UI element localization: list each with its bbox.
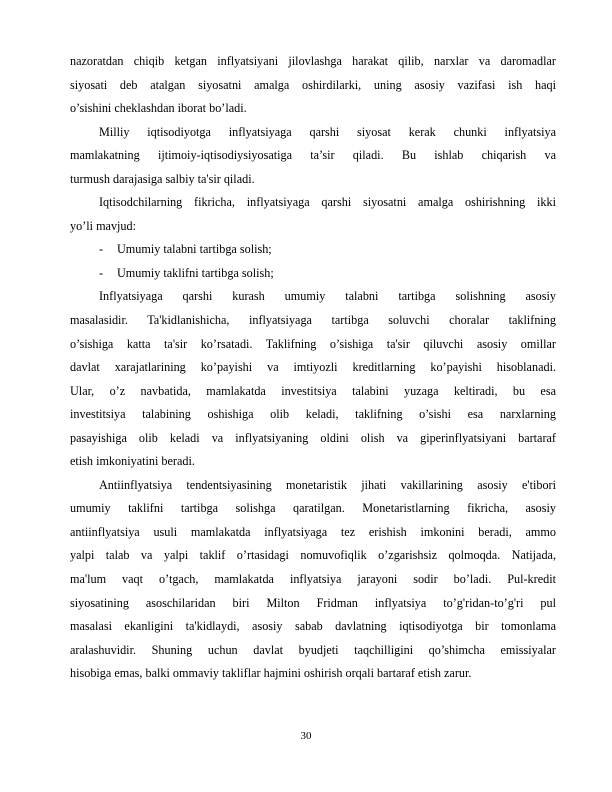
list-dash: - bbox=[99, 265, 104, 280]
list-item-text: Umumiy talabni tartibga solish; bbox=[117, 242, 272, 257]
text-line: masalasi ekanligini ta'kidlaydi, asosiy sabab davlatning iqtisodiyotga bir tomonlama bbox=[70, 619, 556, 634]
text-line: ma'lum vaqt o’tgach, mamlakatda inflyatsiya jarayoni sodir bo’ladi. Pul-kredit bbox=[70, 572, 556, 587]
text-line: Iqtisodchilarning fikricha, inflyatsiyaga qarshi siyosatni amalga oshirishning ikki bbox=[99, 195, 556, 210]
text-line: siyosati deb atalgan siyosatni amalga oshirdilarki, uning asosiy vazifasi ish haqi bbox=[70, 77, 556, 92]
list-item-text: Umumiy taklifni tartibga solish; bbox=[117, 265, 274, 280]
text-line: turmush darajasiga salbiy ta'sir qiladi. bbox=[70, 171, 255, 186]
text-line: yalpi talab va yalpi taklif o’rtasidagi nomuvofiqlik o’zgarishsiz qolmoqda. Natijada, bbox=[70, 548, 556, 563]
text-line: o’sishiga katta ta'sir ko’rsatadi. Taklifning o’sishiga ta'sir qiluvchi asosiy omillar bbox=[70, 336, 556, 351]
text-line: siyosatining asoschilaridan biri Milton Fridman inflyatsiya to’g'ridan-to’g'ri pul bbox=[70, 595, 556, 610]
text-line: masalasidir. Ta'kidlanishicha, inflyatsiyaga tartibga soluvchi choralar taklifning bbox=[70, 313, 556, 328]
document-body bbox=[70, 50, 556, 686]
text-line: yo’li mavjud: bbox=[70, 218, 137, 233]
text-line: Antiinflyatsiya tendentsiyasining monetaristik jihati vakillarining asosiy e'tibori bbox=[99, 477, 556, 492]
list-dash: - bbox=[99, 242, 104, 257]
text-line: nazoratdan chiqib ketgan inflyatsiyani jilovlashga harakat qilib, narxlar va daromadlar bbox=[70, 54, 556, 68]
text-line: o’sishini cheklashdan iborat bo’ladi. bbox=[70, 101, 247, 116]
list-item bbox=[70, 238, 556, 262]
text-line: pasayishiga olib keladi va inflyatsiyaning oldini olish va giperinflyatsiyani bartaraf bbox=[70, 430, 556, 445]
text-line: umumiy taklifni tartibga solishga qaratilgan. Monetaristlarning fikricha, asosiy bbox=[70, 501, 556, 516]
text-line: davlat xarajatlarining ko’payishi va imtiyozli kreditlarning ko’payishi hisoblanadi. bbox=[70, 360, 556, 375]
text-line: investitsiya talabining oshishiga olib keladi, taklifning o’sishi esa narxlarning bbox=[70, 407, 556, 422]
text-line: mamlakatning ijtimoiy-iqtisodiysiyosatiga ta’sir qiladi. Bu ishlab chiqarish va bbox=[70, 148, 556, 163]
list-item bbox=[70, 262, 556, 286]
text-line: hisobiga emas, balki ommaviy takliflar hajmini oshirish orqali bartaraf etish zarur. bbox=[70, 666, 472, 681]
text-line: etish imkoniyatini beradi. bbox=[70, 454, 195, 469]
text-line: antiinflyatsiya usuli mamlakatda inflyatsiyaga tez erishish imkonini beradi, ammo bbox=[70, 524, 556, 539]
text-line: Inflyatsiyaga qarshi kurash umumiy talabni tartibga solishning asosiy bbox=[99, 289, 556, 304]
text-line: Milliy iqtisodiyotga inflyatsiyaga qarshi siyosat kerak chunki inflyatsiya bbox=[99, 124, 556, 139]
page-number: 30 bbox=[300, 730, 312, 742]
text-line: aralashuvidir. Shuning uchun davlat byudjeti taqchilligini qo’shimcha emissiyalar bbox=[70, 642, 556, 657]
text-line: Ular, o’z navbatida, mamlakatda investitsiya talabini yuzaga keltiradi, bu esa bbox=[70, 383, 556, 398]
